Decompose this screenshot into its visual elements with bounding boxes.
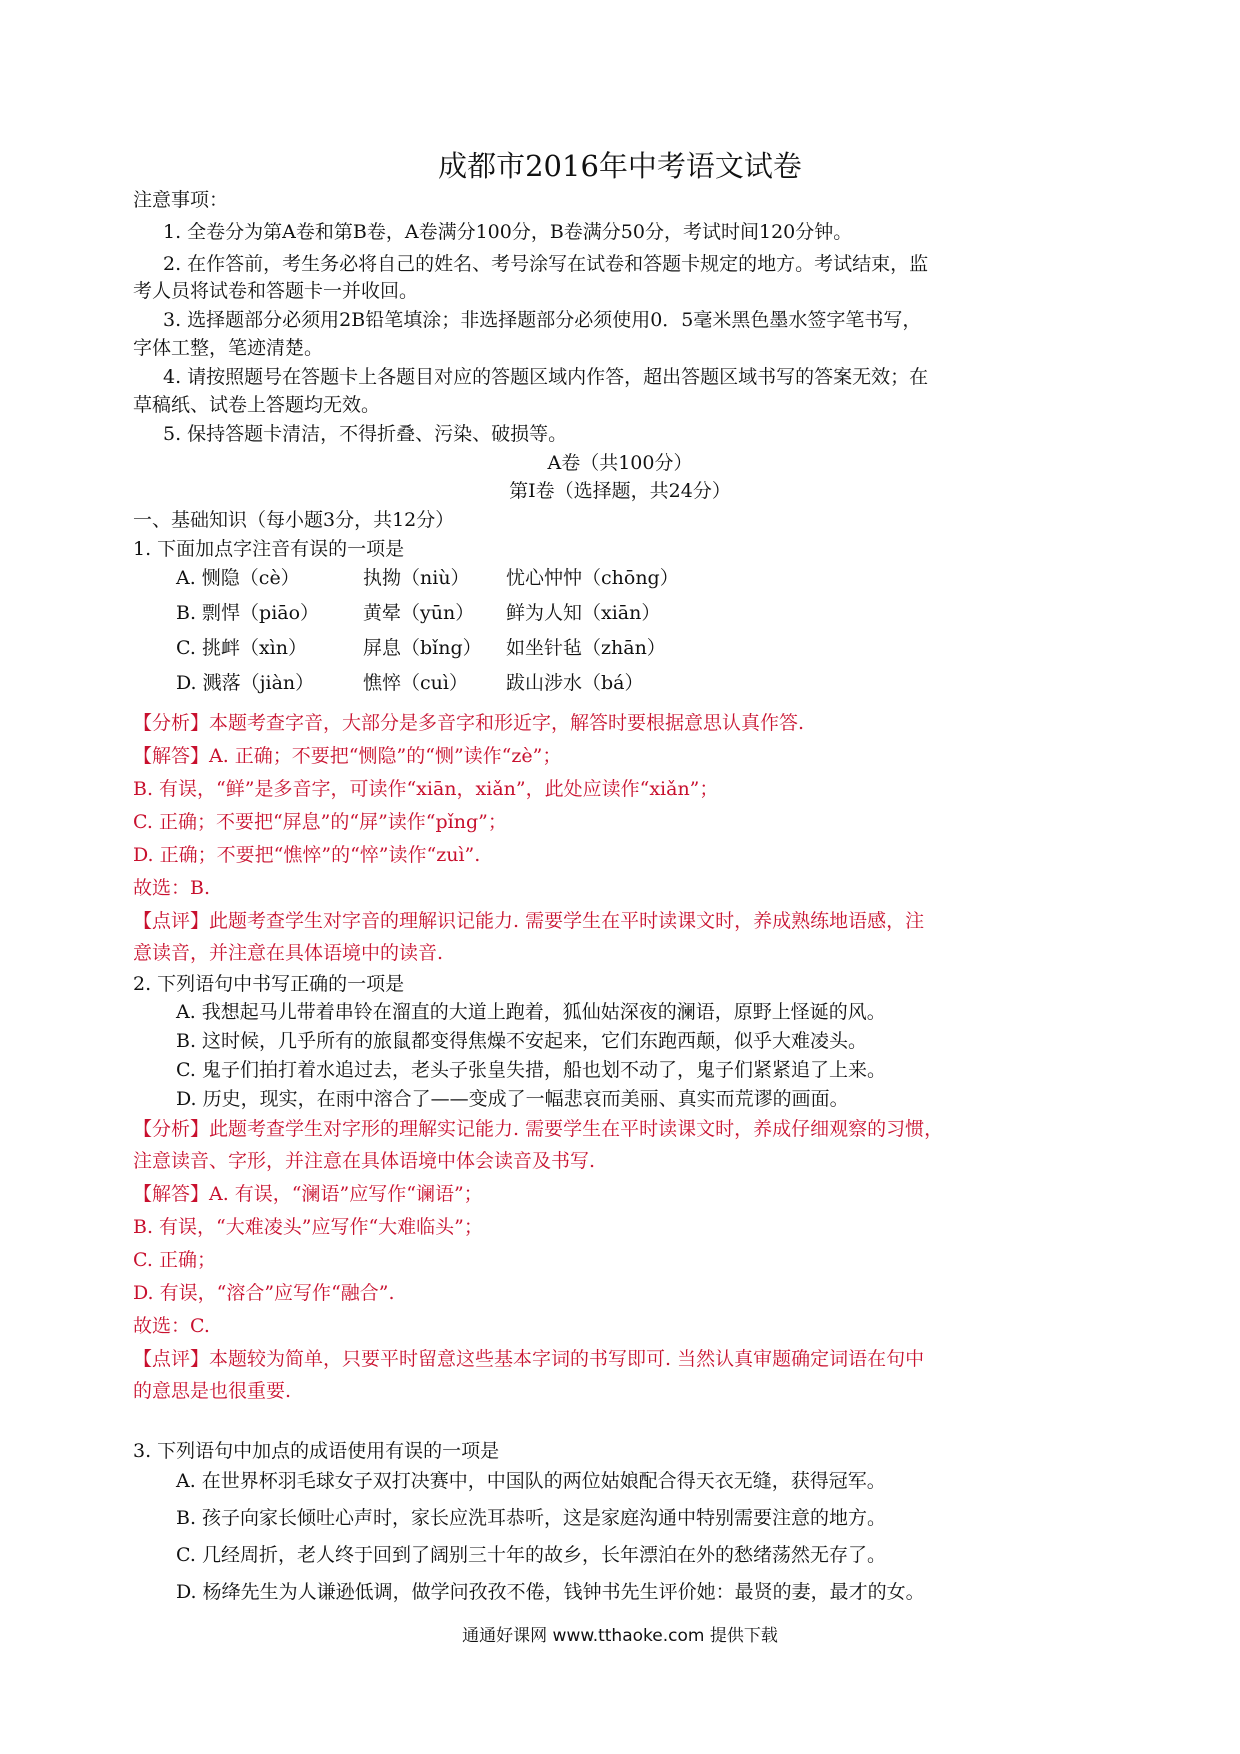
option-d2: 憔悴（cuì）	[363, 672, 468, 694]
option-text: A. 在世界杯羽毛球女子双打决赛中，中国队的两位姑娘配合得天衣无缝，获得冠军。	[176, 1470, 886, 1492]
notice-item: 3. 选择题部分必须用2B铅笔填涂；非选择题部分必须使用0．5毫米黑色墨水签字笔书写，	[163, 309, 922, 331]
comment-text: 【点评】本题较为简单，只要平时留意这些基本字词的书写即可. 当然认真审题确定词语在句中	[133, 1348, 925, 1370]
question-stem: 1. 下面加点字注音有误的一项是	[133, 538, 405, 560]
question-stem: 3. 下列语句中加点的成语使用有误的一项是	[133, 1440, 500, 1462]
option-b3: 鲜为人知（xiān）	[506, 602, 661, 624]
answer-text: B. 有误，“大难凌头”应写作“大难临头”；	[133, 1216, 483, 1238]
answer-text: D. 正确；不要把“憔悴”的“悴”读作“zuì”.	[133, 844, 481, 866]
option-text: B. 这时候，几乎所有的旅鼠都变得焦燥不安起来，它们东跑西颠，似乎大难凌头。	[176, 1030, 868, 1052]
option-c1: C. 挑衅（xìn）	[176, 637, 307, 659]
answer-text: D. 有误，“溶合”应写作“融合”.	[133, 1282, 395, 1304]
answer-text: 【解答】A. 有误，“澜语”应写作“谰语”；	[133, 1183, 483, 1205]
option-d1: D. 溅落（jiàn）	[176, 672, 315, 694]
notice-item: 1. 全卷分为第A卷和第B卷，A卷满分100分，B卷满分50分，考试时间120分钟。	[163, 221, 853, 243]
option-text: D. 历史，现实，在雨中溶合了——变成了一幅悲哀而美丽、真实而荒谬的画面。	[176, 1088, 849, 1110]
notice-item: 5. 保持答题卡清洁，不得折叠、污染、破损等。	[163, 423, 568, 445]
notice-item: 4. 请按照题号在答题卡上各题目对应的答题区域内作答，超出答题区域书写的答案无效；在	[163, 366, 929, 388]
option-text: C. 几经周折，老人终于回到了阔别三十年的故乡，长年漂泊在外的愁绪荡然无存了。	[176, 1544, 886, 1566]
answer-text: 【解答】A. 正确；不要把“恻隐”的“恻”读作“zè”；	[133, 745, 562, 767]
answer-text: B. 有误，“鲜”是多音字，可读作“xiān，xiǎn”，此处应读作“xiǎn”；	[133, 778, 719, 800]
option-text: C. 鬼子们拍打着水追过去，老头子张皇失措，船也划不动了，鬼子们紧紧追了上来。	[176, 1059, 886, 1081]
choice-text: 故选：B.	[133, 877, 211, 899]
option-b1: B. 剽悍（piāo）	[176, 602, 320, 624]
notice-item: 2. 在作答前，考生务必将自己的姓名、考号涂写在试卷和答题卡规定的地方。考试结束，监	[163, 253, 929, 275]
notice-item: 字体工整，笔迹清楚。	[133, 337, 324, 359]
option-a1: A. 恻隐（cè）	[176, 567, 300, 589]
option-text: D. 杨绛先生为人谦逊低调，做学问孜孜不倦，钱钟书先生评价她：最贤的妻，最才的女。	[176, 1581, 925, 1603]
option-c2: 屏息（bǐng）	[363, 637, 482, 659]
volume-heading: 第Ⅰ卷（选择题，共24分）	[509, 480, 731, 502]
analysis-text: 注意读音、字形，并注意在具体语境中体会读音及书写.	[133, 1150, 596, 1172]
comment-text: 的意思是也很重要.	[133, 1380, 292, 1402]
option-d3: 跋山涉水（bá）	[506, 672, 644, 694]
option-text: A. 我想起马儿带着串铃在溜直的大道上跑着，狐仙姑深夜的澜语，原野上怪诞的风。	[176, 1001, 886, 1023]
option-c3: 如坐针毡（zhān）	[506, 637, 666, 659]
notice-item: 考人员将试卷和答题卡一并收回。	[133, 280, 419, 302]
section-heading: 一、基础知识（每小题3分，共12分）	[133, 509, 455, 531]
page-footer: 通通好课网 www.tthaoke.com 提供下载	[462, 1626, 778, 1646]
comment-text: 【点评】此题考查学生对字音的理解识记能力. 需要学生在平时读课文时，养成熟练地语感，注	[133, 910, 925, 932]
question-stem: 2. 下列语句中书写正确的一项是	[133, 973, 405, 995]
page-title: 成都市2016年中考语文试卷	[438, 149, 802, 183]
option-text: B. 孩子向家长倾吐心声时，家长应洗耳恭听，这是家庭沟通中特别需要注意的地方。	[176, 1507, 887, 1529]
answer-text: C. 正确；	[133, 1249, 216, 1271]
notice-heading: 注意事项：	[133, 189, 229, 211]
part-a-heading: A卷（共100分）	[547, 452, 693, 474]
notice-item: 草稿纸、试卷上答题均无效。	[133, 394, 381, 416]
answer-text: C. 正确；不要把“屏息”的“屏”读作“pǐng”；	[133, 811, 507, 833]
analysis-text: 【分析】此题考查学生对字形的理解实记能力. 需要学生在平时读课文时，养成仔细观察的习惯，	[133, 1118, 944, 1140]
option-b2: 黄晕（yūn）	[363, 602, 475, 624]
comment-text: 意读音，并注意在具体语境中的读音.	[133, 942, 444, 964]
option-a3: 忧心忡忡（chōng）	[506, 567, 679, 589]
option-a2: 执拗（niù）	[363, 567, 470, 589]
choice-text: 故选：C.	[133, 1315, 210, 1337]
analysis-text: 【分析】本题考查字音，大部分是多音字和形近字，解答时要根据意思认真作答.	[133, 712, 805, 734]
